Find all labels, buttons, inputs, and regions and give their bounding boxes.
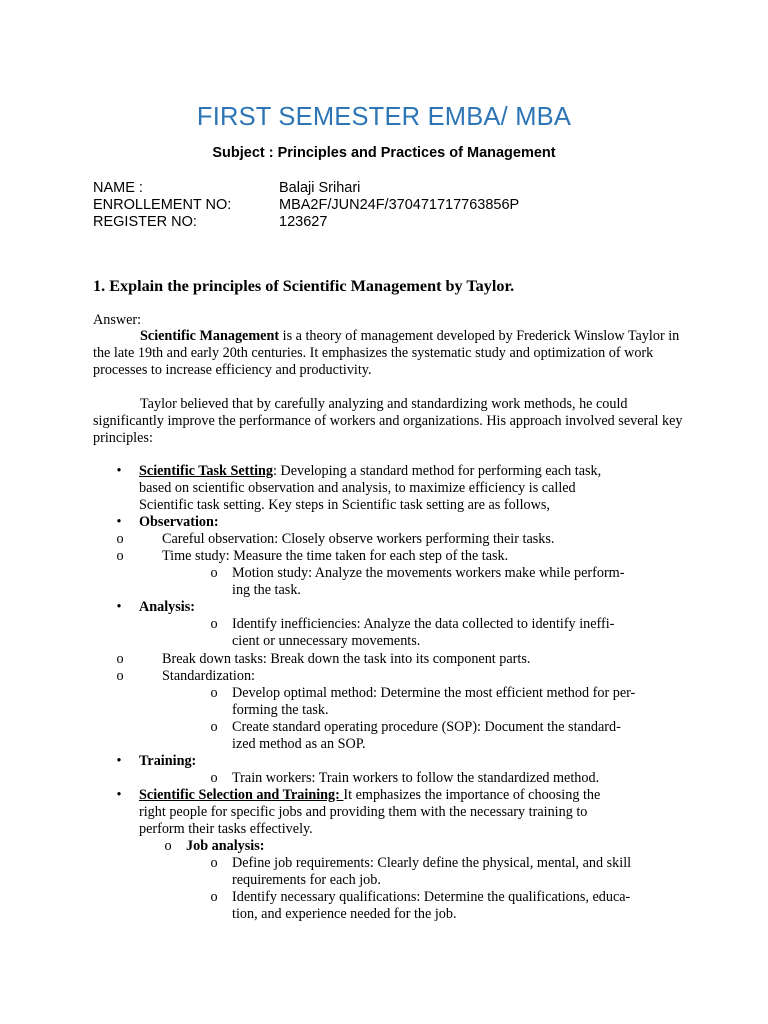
answer-label: Answer: [93,312,142,328]
sub-bullet-marker: o [164,838,172,854]
bullet-marker: • [116,463,122,479]
paragraph-1-text: is a theory of management developed by Frederick Winslow Taylor in the late 19th and early 20th centuries. It emphasizes the systematic study and optimization of work processes to increase efficiency and productivity. [93,328,680,378]
list-item-text: ized method as an SOP. [232,736,366,752]
list-item-heading: Observation: [139,514,219,530]
list-item-text: based on scientific observation and analysis, to maximize efficiency is called [139,480,576,496]
list-item-text: cient or unnecessary movements. [232,633,421,649]
list-item [139,753,196,770]
list-item-text: Train workers: Train workers to follow the standardized method. [232,770,600,786]
register-value: 123627 [279,214,328,230]
bullet-marker: • [116,753,122,769]
list-item [139,514,219,531]
answer-paragraph-2: Taylor believed that by carefully analyzing and standardizing work methods, he could significantly improve the performance of workers and organizations. His approach involved several key principles: [93,396,683,446]
list-item-text: Develop optimal method: Determine the most efficient method for per- [232,685,636,701]
answer-paragraph-1 [93,328,683,379]
sub-bullet-marker: o [210,889,218,905]
list-item-heading: Analysis: [139,599,195,615]
document-title: FIRST SEMESTER EMBA/ MBA [196,103,572,131]
list-item-text: Careful observation: Closely observe workers performing their tasks. [162,531,555,547]
list-item-text: Identify inefficiencies: Analyze the data collected to identify ineffi- [232,616,615,632]
sub-bullet-marker: o [116,548,124,564]
sub-bullet-marker: o [116,651,124,667]
list-item-heading: Training: [139,753,197,769]
sub-bullet-marker: o [210,565,218,581]
list-item-text: perform their tasks effectively. [139,821,313,837]
list-item-text: Define job requirements: Clearly define the physical, mental, and skill [232,855,632,871]
list-item-text: Create standard operating procedure (SOP): Document the standard- [232,719,621,735]
list-item-text: Standardization: [162,668,255,684]
list-item-text: right people for specific jobs and providing them with the necessary training to [139,804,588,820]
selection-title: Scientific Selection and Training: [139,787,344,803]
list-item [139,463,601,480]
list-item-text: forming the task. [232,702,329,718]
list-item-text: Scientific task setting. Key steps in Scientific task setting are as follows, [139,497,550,513]
bullet-marker: • [116,514,122,530]
sub-bullet-marker: o [210,719,218,735]
register-label: REGISTER NO: [93,214,197,230]
name-value: Balaji Srihari [279,180,361,196]
scientific-management-term: Scientific Management [140,328,280,344]
list-item-text: Identify necessary qualifications: Determine the qualifications, educa- [232,889,631,905]
list-item-text: It emphasizes the importance of choosing the [343,787,601,803]
sub-bullet-marker: o [210,770,218,786]
list-item-text: : Developing a standard method for performing each task, [273,463,602,479]
name-label: NAME : [93,180,143,196]
sub-bullet-marker: o [116,531,124,547]
list-item-heading: Job analysis: [186,838,265,854]
list-item-text: tion, and experience needed for the job. [232,906,457,922]
list-item-text: Break down tasks: Break down the task into its component parts. [162,651,531,667]
list-item-text: ing the task. [232,582,301,598]
bullet-marker: • [116,787,122,803]
question-heading: 1. Explain the principles of Scientific Management by Taylor. [93,277,515,295]
list-item-text: Time study: Measure the time taken for each step of the task. [162,548,509,564]
subject-line: Subject : Principles and Practices of Management [212,145,556,161]
list-item [139,599,195,616]
sub-bullet-marker: o [210,616,218,632]
sub-bullet-marker: o [210,685,218,701]
list-item [139,787,600,804]
enrollment-label: ENROLLEMENT NO: [93,197,232,213]
bullet-marker: • [116,599,122,615]
list-item-text: Motion study: Analyze the movements workers make while perform- [232,565,625,581]
sub-bullet-marker: o [116,668,124,684]
task-setting-title: Scientific Task Setting [139,463,274,479]
list-item-text: requirements for each job. [232,872,381,888]
list-item [186,838,264,855]
enrollment-value: MBA2F/JUN24F/370471717763856P [279,197,520,213]
sub-bullet-marker: o [210,855,218,871]
